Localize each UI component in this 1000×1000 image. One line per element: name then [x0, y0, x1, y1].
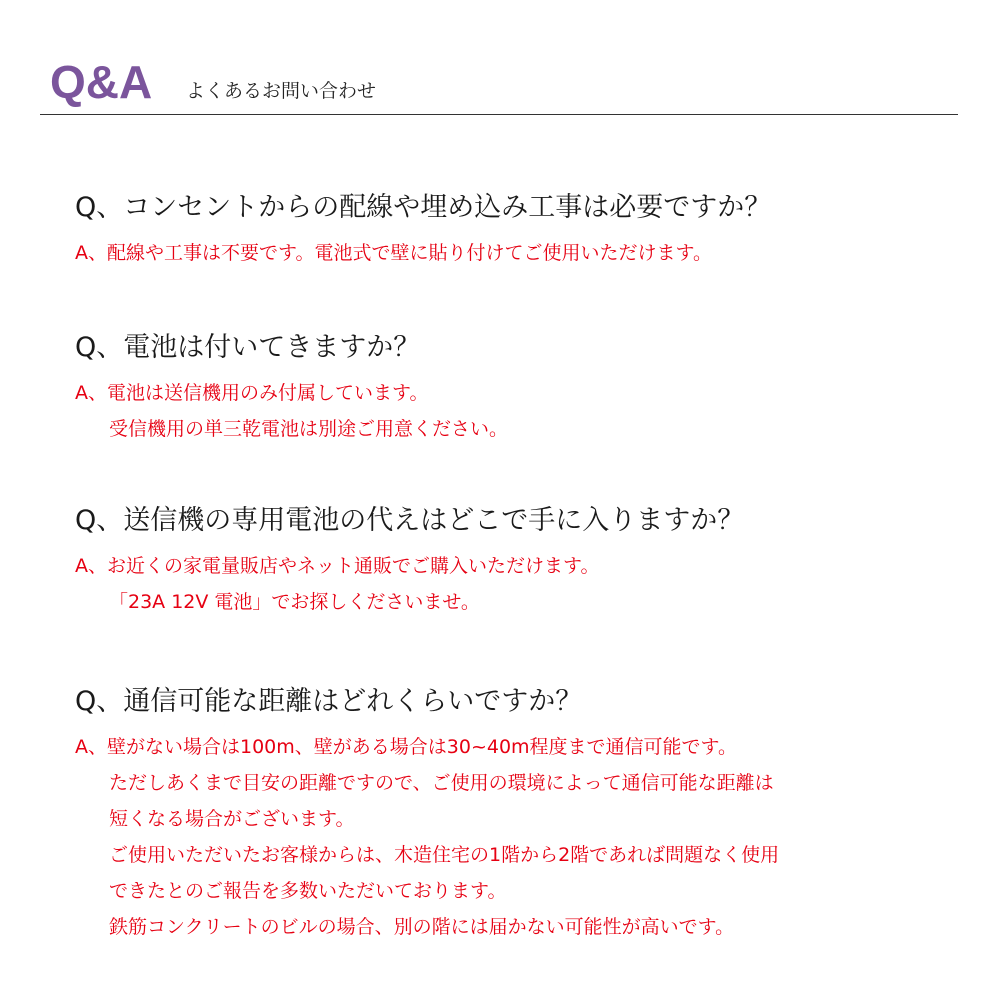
qa-item	[75, 191, 955, 271]
answer-line: ただしあくまで目安の距離ですので、ご使用の環境によって通信可能な距離は	[109, 772, 774, 794]
answer-line: 受信機用の単三乾電池は別途ご用意ください。	[109, 418, 509, 440]
qa-item	[75, 504, 955, 620]
answer-line: A、壁がない場合は100m、壁がある場合は30~40m程度まで通信可能です。	[75, 736, 738, 758]
answer-block	[75, 375, 955, 447]
answer-line: 短くなる場合がございます。	[109, 808, 355, 830]
qa-item	[75, 331, 955, 447]
answer-line: A、配線や工事は不要です。電池式で壁に貼り付けてご使用いただけます。	[75, 242, 712, 264]
qa-item	[75, 685, 955, 945]
question-text: Q、送信機の専用電池の代えはどこで手に入りますか？	[75, 505, 745, 536]
answer-block	[75, 548, 955, 620]
question-text: Q、コンセントからの配線や埋め込み工事は必要ですか？	[75, 192, 772, 223]
question-text: Q、電池は付いてきますか？	[75, 332, 421, 363]
answer-block	[75, 235, 955, 271]
answer-line: 「23A 12V 電池」でお探しくださいませ。	[109, 591, 480, 613]
page-subtitle: よくあるお問い合わせ	[186, 80, 377, 102]
answer-line: A、電池は送信機用のみ付属しています。	[75, 382, 429, 404]
answer-line: 鉄筋コンクリートのビルの場合、別の階には届かない可能性が高いです。	[109, 916, 735, 938]
qa-logo: Q&A	[50, 56, 153, 108]
answer-line: ご使用いただいたお客様からは、木造住宅の1階から2階であれば問題なく使用	[109, 844, 780, 866]
answer-block	[75, 729, 955, 945]
question-text: Q、通信可能な距離はどれくらいですか？	[75, 686, 583, 717]
answer-line: A、お近くの家電量販店やネット通販でご購入いただけます。	[75, 555, 600, 577]
page-header	[40, 54, 958, 115]
answer-line: できたとのご報告を多数いただいております。	[109, 880, 507, 902]
